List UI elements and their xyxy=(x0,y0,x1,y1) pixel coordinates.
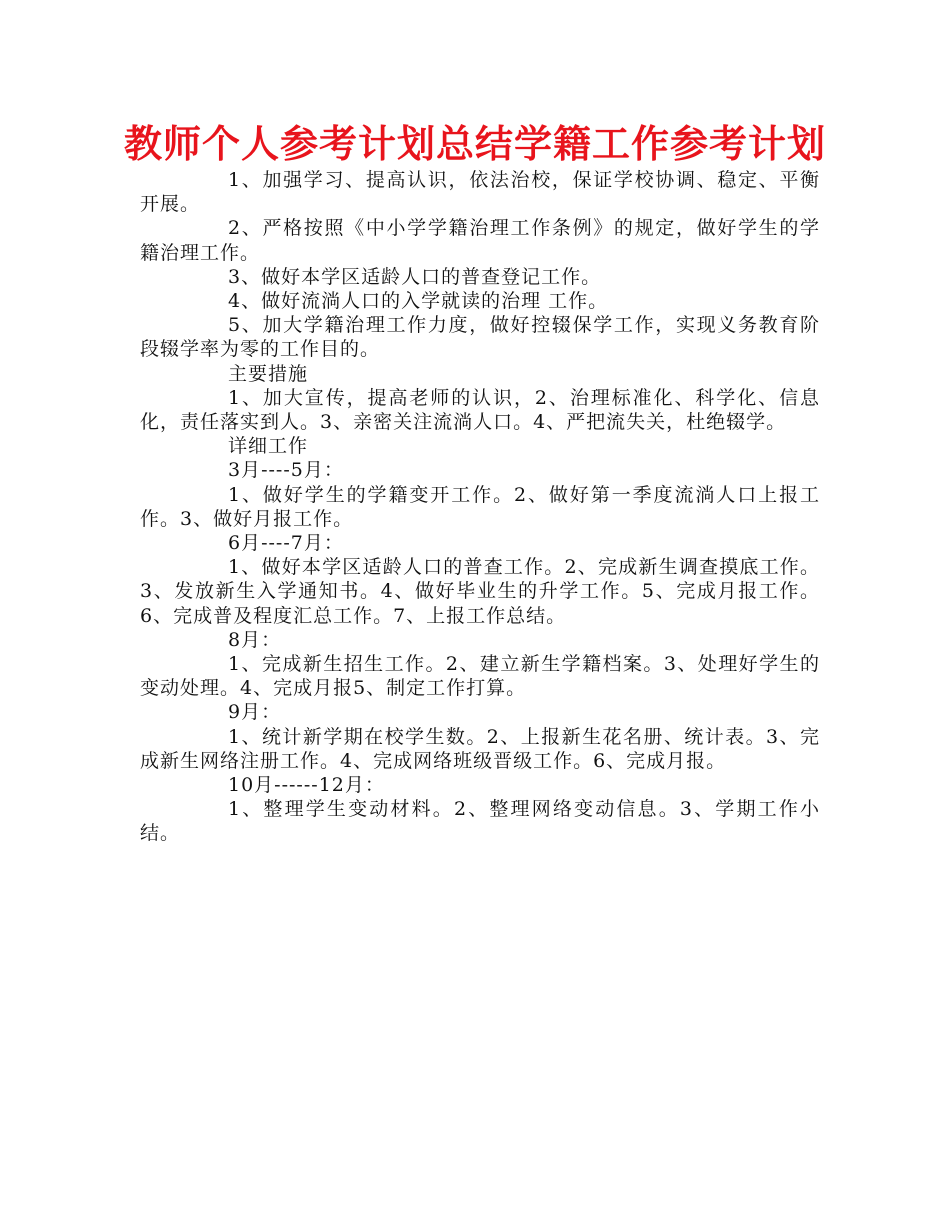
document-body xyxy=(140,168,820,846)
period-heading-sep: 9月： xyxy=(228,701,282,724)
section-heading-details: 详细工作 xyxy=(228,435,309,458)
paragraph-goal-4: 4、做好流淌人口的入学就读的治理 工作。 xyxy=(228,290,609,313)
paragraph-goal-1: 1、加强学习、提高认识，依法治校，保证学校协调、稳定、平衡开展。 xyxy=(140,169,820,216)
page-title: 教师个人参考计划总结学籍工作参考计划 xyxy=(123,121,826,166)
paragraph-measures: 1、加大宣传，提高老师的认识，2、治理标准化、科学化、信息化，责任落实到人。3、亲密关注流淌人口。4、严把流失关，杜绝辍学。 xyxy=(140,386,820,434)
period-heading-jun-jul: 6月----7月： xyxy=(228,532,344,555)
period-heading-mar-may: 3月----5月： xyxy=(228,459,344,482)
paragraph-sep: 1、统计新学期在校学生数。2、上报新生花名册、统计表。3、完成新生网络注册工作。4、完成网络班级晋级工作。6、完成月报。 xyxy=(140,725,820,772)
period-heading-oct-dec: 10月------12月： xyxy=(228,774,385,797)
section-heading-measures: 主要措施 xyxy=(228,362,309,385)
paragraph-goal-3: 3、做好本学区适龄人口的普查登记工作。 xyxy=(228,265,602,288)
period-heading-aug: 8月： xyxy=(228,628,282,651)
paragraph-aug: 1、完成新生招生工作。2、建立新生学籍档案。3、处理好学生的变动处理。4、完成月报5、制定工作打算。 xyxy=(140,653,820,700)
paragraph-mar-may: 1、做好学生的学籍变开工作。2、做好第一季度流淌人口上报工作。3、做好月报工作。 xyxy=(140,483,820,530)
paragraph-goal-2: 2、严格按照《中小学学籍治理工作条例》的规定，做好学生的学籍治理工作。 xyxy=(140,217,820,264)
paragraph-jun-jul: 1、做好本学区适龄人口的普查工作。2、完成新生调查摸底工作。3、发放新生入学通知书。4、做好毕业生的升学工作。5、完成月报工作。6、完成普及程度汇总工作。7、上报工作总结。 xyxy=(140,556,820,627)
paragraph-oct-dec: 1、整理学生变动材料。2、整理网络变动信息。3、学期工作小结。 xyxy=(140,798,820,845)
paragraph-goal-5: 5、加大学籍治理工作力度，做好控辍保学工作，实现义务教育阶段辍学率为零的工作目的。 xyxy=(140,314,820,361)
